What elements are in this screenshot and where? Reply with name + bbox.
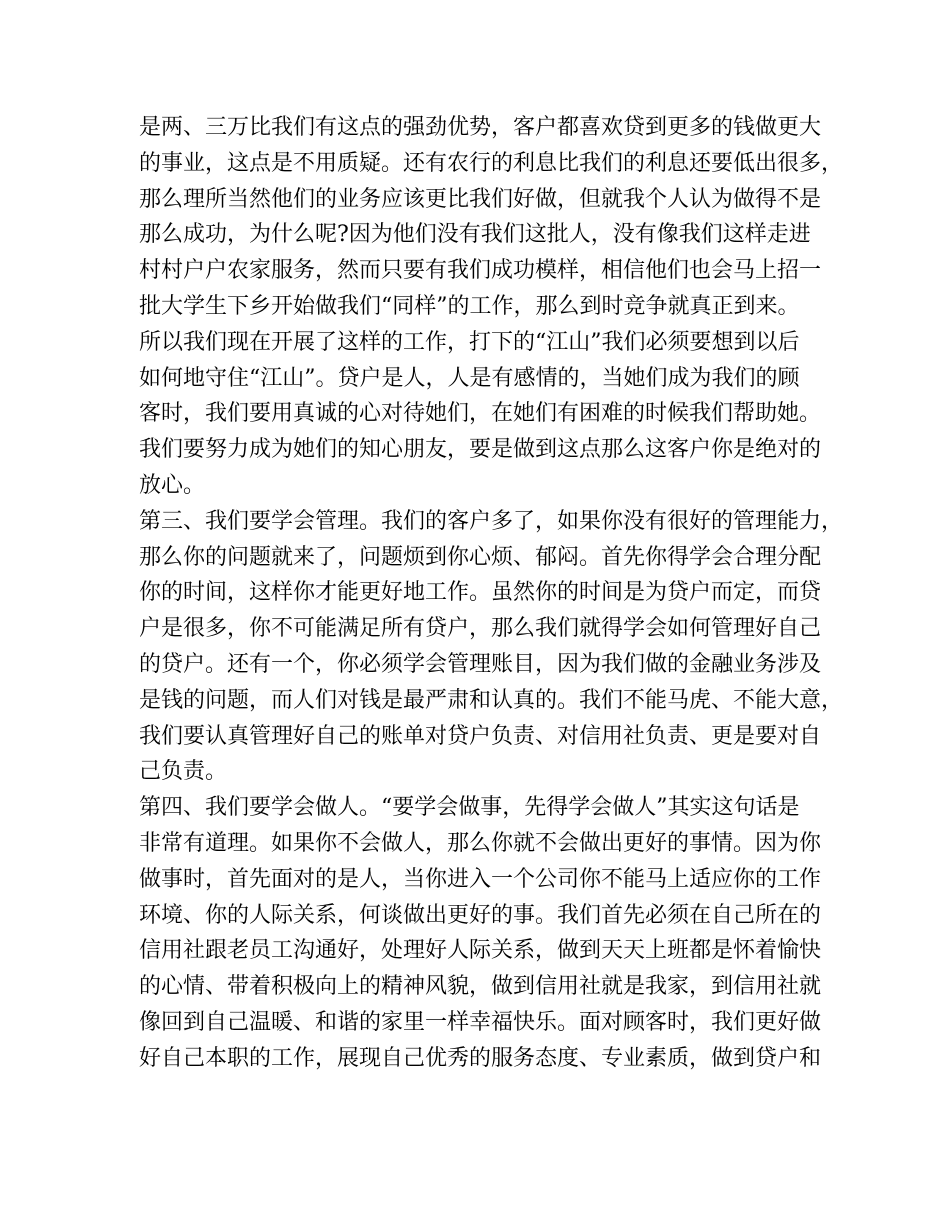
text-line: 信用社跟老员工沟通好，处理好人际关系，做到天天上班都是怀着愉快 [139,938,822,964]
text-line: 户是很多，你不可能满足所有贷户，那么我们就得学会如何管理好自己 [139,616,822,642]
text-line: 的贷户。还有一个，你必须学会管理账目，因为我们做的金融业务涉及 [139,651,822,677]
text-line: 村村户户农家服务，然而只要有我们成功模样，相信他们也会马上招一 [139,258,822,284]
text-line: 我们要努力成为她们的知心朋友，要是做到这点那么这客户你是绝对的 [139,437,822,463]
text-line: 做事时，首先面对的是人，当你进入一个公司你不能马上适应你的工作 [139,866,822,892]
text-line: 是钱的问题，而人们对钱是最严肃和认真的。我们不能马虎、不能大意， [139,687,844,713]
text-line: 的事业，这点是不用质疑。还有农行的利息比我们的利息还要低出很多， [139,150,844,176]
text-line: 环境、你的人际关系，何谈做出更好的事。我们首先必须在自己所在的 [139,902,822,928]
text-line: 好自己本职的工作，展现自己优秀的服务态度、专业素质，做到贷户和 [139,1045,822,1071]
text-line: 所以我们现在开展了这样的工作，打下的“江山”我们必须要想到以后 [139,329,800,355]
text-line: 那么你的问题就来了，问题烦到你心烦、郁闷。首先你得学会合理分配 [139,544,822,570]
text-line: 我们要认真管理好自己的账单对贷户负责、对信用社负责、更是要对自 [139,723,822,749]
text-line: 是两、三万比我们有这点的强劲优势，客户都喜欢贷到更多的钱做更大 [139,115,822,140]
text-line: 像回到自己温暖、和谐的家里一样幸福快乐。面对顾客时，我们更好做 [139,1009,822,1035]
text-line: 批大学生下乡开始做我们“同样”的工作，那么到时竞争就真正到来。 [139,293,800,319]
text-line: 你的时间，这样你才能更好地工作。虽然你的时间是为贷户而定，而贷 [139,580,822,606]
text-line: 客时，我们要用真诚的心对待她们，在她们有困难的时候我们帮助她。 [139,401,822,427]
text-line: 那么理所当然他们的业务应该更比我们好做，但就我个人认为做得不是 [139,186,822,212]
text-line: 的心情、带着积极向上的精神风貌，做到信用社就是我家，到信用社就 [139,974,822,1000]
text-line: 非常有道理。如果你不会做人，那么你就不会做出更好的事情。因为你 [139,830,822,856]
text-line: 第四、我们要学会做人。“要学会做事，先得学会做人”其实这句话是 [139,795,800,821]
text-line: 第三、我们要学会管理。我们的客户多了，如果你没有很好的管理能力， [139,508,844,534]
text-line: 那么成功，为什么呢?因为他们没有我们这批人，没有像我们这样走进 [139,222,811,248]
text-line: 己负责。 [139,759,228,785]
text-line: 放心。 [139,472,206,498]
text-line: 如何地守住“江山”。贷户是人，人是有感情的，当她们成为我们的顾 [139,365,800,391]
body-text [139,110,844,1077]
